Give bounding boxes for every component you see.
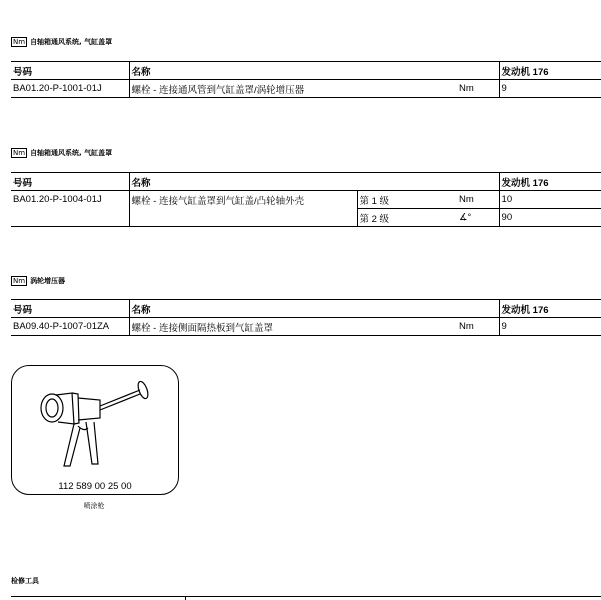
section-title: 自轴箱通风系统, 气缸盖罩 [30,37,113,46]
row-stage [357,318,457,336]
torque-table-2 [11,172,601,227]
row-stage: 第 1 级 [357,191,457,209]
col-code-header: 号码 [11,300,129,318]
angle-unit: ∡° [457,209,499,227]
row-name [129,209,357,227]
row-value: 9 [499,318,601,336]
col-engine-header: 发动机 176 [499,300,601,318]
row-name: 螺栓 - 连接通风管到气缸盖罩/涡轮增压器 [129,80,357,98]
table-header [11,62,601,80]
col-name-header: 名称 [129,62,499,80]
row-code: BA09.40-P-1007-01ZA [11,318,129,336]
row-code [11,209,129,227]
row-code: BA01.20-P-1004-01J [13,194,102,206]
row-name: 螺栓 - 连接气缸盖罩到气缸盖/凸轮轴外壳 [129,191,357,209]
col-name-header: 名称 [129,300,499,318]
section-title: 自轴箱通风系统, 气缸盖罩 [30,148,113,157]
section-header-2 [11,142,112,161]
row-value: 10 [499,191,601,209]
torque-table-3 [11,299,601,336]
divider [11,596,601,597]
table-row [11,209,601,227]
table-header [11,300,601,318]
section-header-1 [11,31,112,50]
torque-table-1 [11,61,601,98]
row-stage: 第 2 级 [357,209,457,227]
col-engine-header: 发动机 176 [499,173,601,191]
table-header [11,173,601,191]
divider [185,596,186,600]
col-code-header: 号码 [11,62,129,80]
table-row [11,318,601,336]
col-code-header: 号码 [11,173,129,191]
row-unit: Nm [457,80,499,98]
torque-icon: Nm [13,276,26,285]
tool-caption: 喷涂枪 [83,502,105,510]
col-engine-header: 发动机 176 [499,62,601,80]
service-tools-title: 检修工具 [11,577,39,585]
torque-icon: Nm [13,37,26,46]
row-unit: Nm [457,191,499,209]
torque-icon: Nm [13,148,26,157]
row-name: 螺栓 - 连接侧面隔热板到气缸盖罩 [129,318,357,336]
spray-gun-icon [12,366,178,476]
row-unit: Nm [457,318,499,336]
col-name-header: 名称 [129,173,499,191]
section-header-3 [11,270,65,289]
tool-part-number: 112 589 00 25 00 [58,481,132,492]
row-value: 9 [499,80,601,98]
tool-illustration-frame [11,365,179,495]
section-title: 涡轮增压器 [30,276,66,285]
table-row [11,191,601,209]
row-value: 90 [499,209,601,227]
row-code: BA01.20-P-1001-01J [11,80,129,98]
row-stage [357,80,457,98]
table-row [11,80,601,98]
